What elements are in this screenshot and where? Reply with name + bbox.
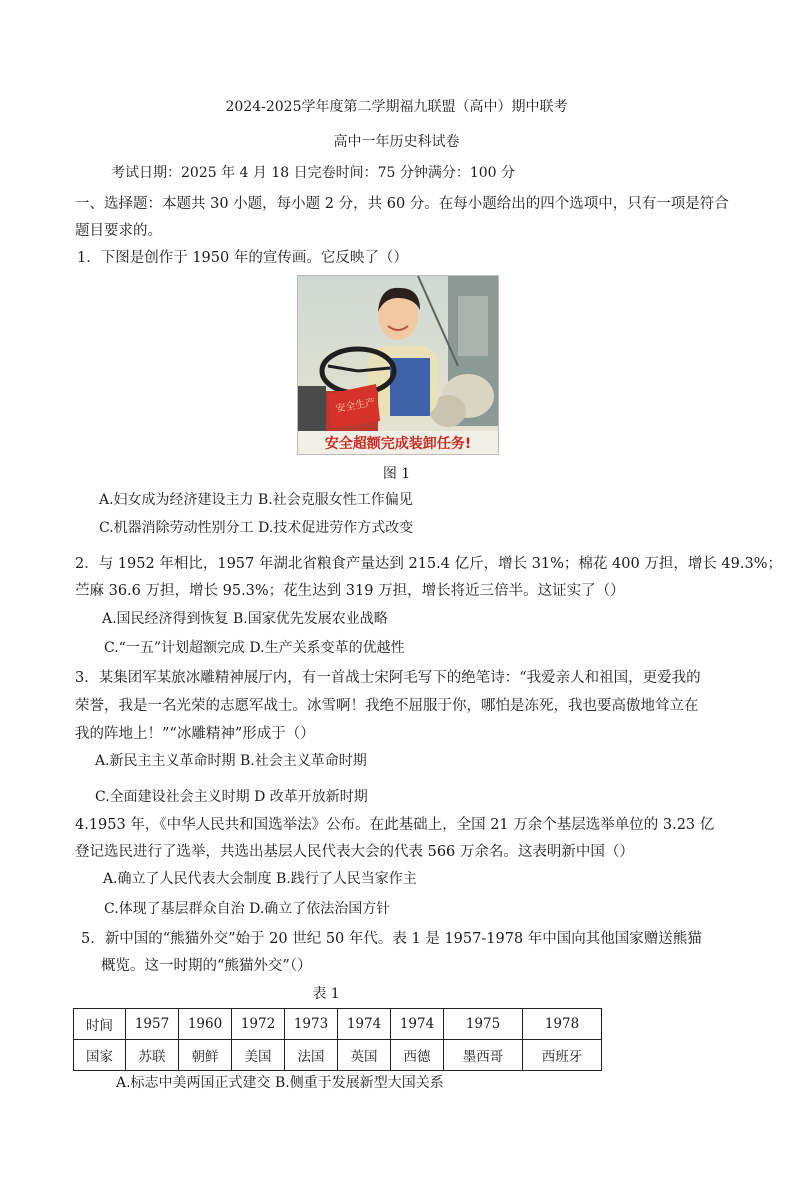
section-intro: 一、选择题：本题共 30 小题，每小题 2 分，共 60 分。在每小题给出的四个选项中，只有一项是符合: [75, 196, 729, 212]
table-row-country: [74, 1040, 602, 1071]
question-3-stem-cont: 荣誉，我是一名光荣的志愿军战士。冰雪啊！我绝不屈服于你，哪怕是冻死，我也要高傲地耸立在: [75, 698, 699, 714]
question-2-options-cd: C.“一五”计划超额完成 D.生产关系变革的优越性: [104, 640, 405, 656]
table-cell: 1960: [179, 1009, 232, 1040]
question-4-stem-cont: 登记选民进行了选举，共选出基层人民代表大会的代表 566 万余名。这表明新中国（）: [75, 844, 634, 860]
table-cell: 1957: [126, 1009, 179, 1040]
poster-slogan-text: 安全超额完成装卸任务!: [324, 436, 472, 452]
table-cell: 朝鲜: [179, 1040, 232, 1071]
table-cell: 时间: [74, 1009, 126, 1040]
question-3-options-ab: A.新民主主义革命时期 B.社会主义革命时期: [95, 753, 367, 769]
question-1-options-ab: A.妇女成为经济建设主力 B.社会克服女性工作偏见: [99, 492, 413, 508]
question-2-stem-cont: 苎麻 36.6 万担，增长 95.3%；花生达到 319 万担，增长将近三倍半。这证实了（）: [75, 583, 625, 599]
table-cell: 苏联: [126, 1040, 179, 1071]
table-cell: 美国: [232, 1040, 285, 1071]
table-cell: 墨西哥: [444, 1040, 523, 1071]
table-cell: 1974: [338, 1009, 391, 1040]
table-cell: 1973: [285, 1009, 338, 1040]
question-3-stem-cont2: 我的阵地上！”“冰雕精神”形成于（）: [75, 726, 315, 742]
poster-banner-text: 安全生产: [334, 397, 377, 415]
panda-diplomacy-table: [73, 1008, 602, 1071]
question-4-stem: 4.1953 年，《中华人民共和国选举法》公布。在此基础上，全国 21 万余个基层选举单位的 3.23 亿: [75, 817, 715, 833]
question-2-options-ab: A.国民经济得到恢复 B.国家优先发展农业战略: [102, 611, 388, 627]
question-4-options-cd: C.体现了基层群众自治 D.确立了依法治国方针: [104, 901, 391, 917]
question-3-options-cd: C.全面建设社会主义时期 D 改革开放新时期: [95, 789, 368, 805]
table-caption: 表 1: [312, 986, 340, 1002]
table-cell: 西班牙: [523, 1040, 602, 1071]
table-cell: 法国: [285, 1040, 338, 1071]
exam-title: 2024-2025学年度第二学期福九联盟（高中）期中联考: [225, 99, 568, 115]
table-cell: 英国: [338, 1040, 391, 1071]
table-cell: 国家: [74, 1040, 126, 1071]
question-3-stem: 3．某集团军某旅冰雕精神展厅内，有一首战士宋阿毛写下的绝笔诗：“我爱亲人和祖国，更爱我的: [75, 670, 701, 686]
figure-caption: 图 1: [382, 466, 411, 482]
question-5-stem-cont: 概览。这一时期的“熊猫外交”（）: [101, 958, 312, 974]
section-intro-cont: 题目要求的。: [75, 223, 162, 239]
table-cell: 1975: [444, 1009, 523, 1040]
exam-info: 考试日期：2025 年 4 月 18 日完卷时间：75 分钟满分：100 分: [111, 165, 516, 181]
exam-subtitle: 高中一年历史科试卷: [333, 134, 460, 150]
table-cell: 1974: [391, 1009, 444, 1040]
question-2-stem: 2．与 1952 年相比，1957 年湖北省粮食产量达到 215.4 亿斤，增长 31%；棉花 400 万担，增长 49.3%；: [75, 556, 782, 572]
table-cell: 西德: [391, 1040, 444, 1071]
question-1-options-cd: C.机器消除劳动性别分工 D.技术促进劳作方式改变: [99, 520, 414, 536]
question-5-stem: 5．新中国的“熊猫外交”始于 20 世纪 50 年代。表 1 是 1957-1978 年中国向其他国家赠送熊猫: [81, 931, 702, 947]
question-5-options-ab: A.标志中美两国正式建交 B.侧重于发展新型大国关系: [116, 1075, 444, 1091]
table-row-year: [74, 1009, 602, 1040]
question-4-options-ab: A.确立了人民代表大会制度 B.践行了人民当家作主: [103, 871, 417, 887]
table-cell: 1972: [232, 1009, 285, 1040]
table-cell: 1978: [523, 1009, 602, 1040]
question-1-stem: 1．下图是创作于 1950 年的宣传画。它反映了（）: [77, 250, 408, 266]
propaganda-poster-image: [297, 275, 499, 455]
